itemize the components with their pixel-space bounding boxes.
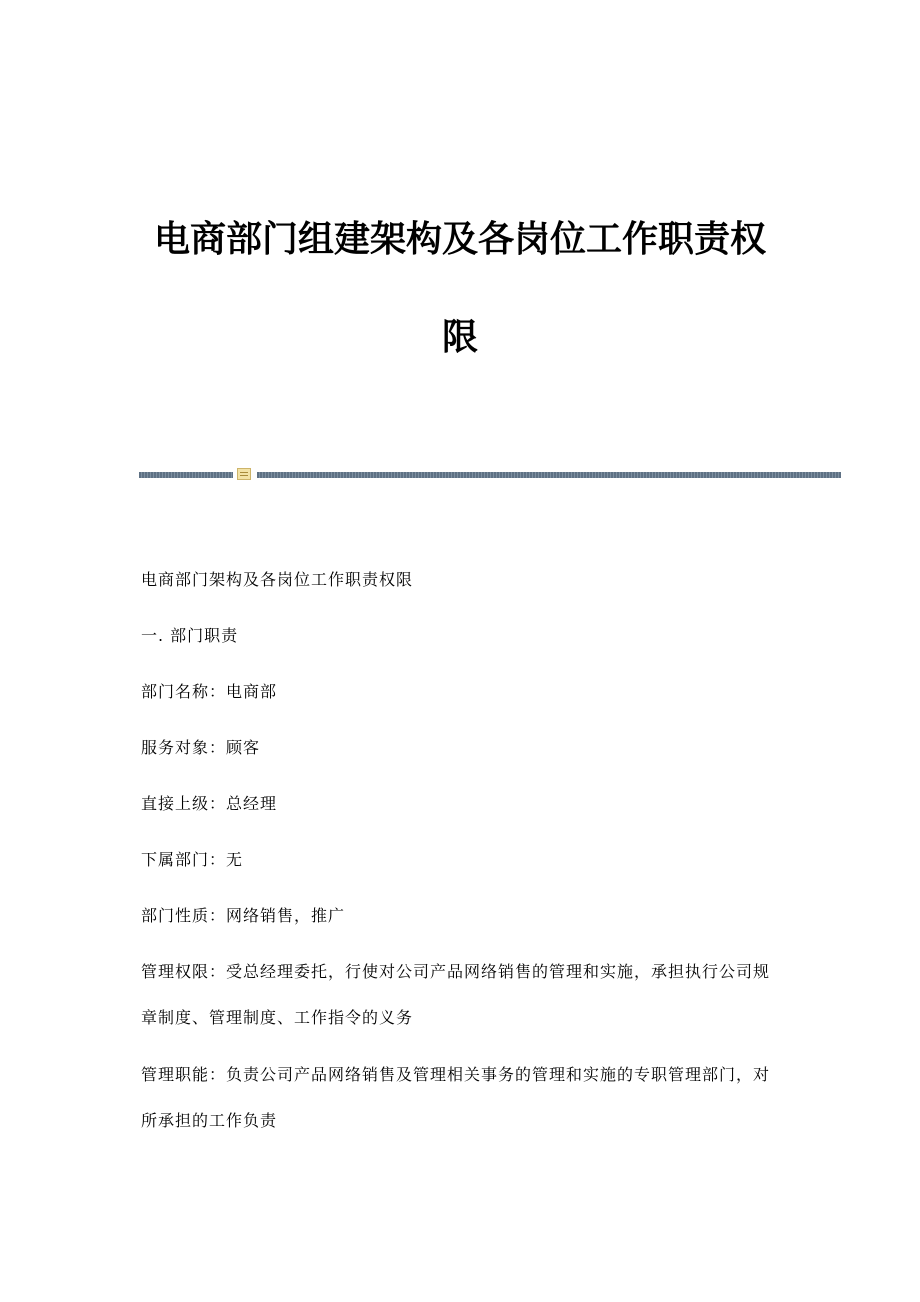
document-title-line-1: 电商部门组建架构及各岗位工作职责权: [153, 219, 766, 260]
field-department-nature: 部门性质：网络销售，推广: [141, 906, 346, 925]
divider-bar-right: [257, 472, 841, 478]
field-department-name: 部门名称：电商部: [141, 682, 278, 701]
envelope-ornament-icon: [237, 468, 251, 480]
field-management-authority: 管理权限：受总经理委托，行使对公司产品网络销售的管理和实施，承担执行公司规章制度、管理制度、工作指令的义务: [141, 962, 771, 1027]
field-subordinate-departments: 下属部门：无: [141, 850, 244, 869]
title-divider: [139, 471, 841, 479]
divider-bar-left: [139, 472, 233, 478]
field-direct-superior: 直接上级：总经理: [141, 794, 278, 813]
document-title-line-2: 限: [441, 317, 478, 358]
field-service-target: 服务对象：顾客: [141, 738, 261, 757]
field-management-function: 管理职能：负责公司产品网络销售及管理相关事务的管理和实施的专职管理部门，对所承担的工作负责: [141, 1065, 771, 1130]
subsection-heading: 一. 部门职责: [141, 626, 239, 645]
section-heading: 电商部门架构及各岗位工作职责权限: [141, 570, 414, 589]
